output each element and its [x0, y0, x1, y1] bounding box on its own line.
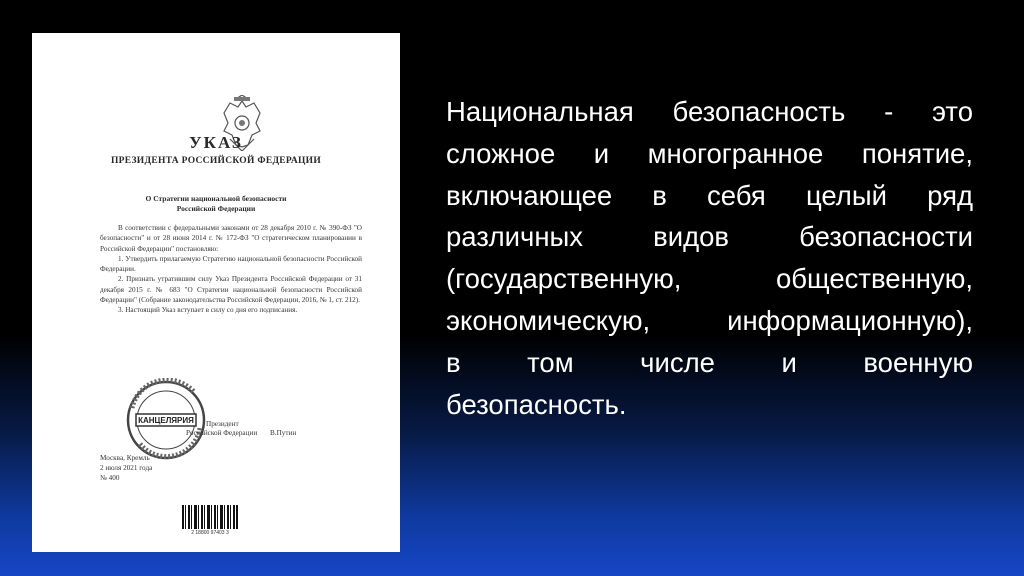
main-text-line: экономическую, информационную), — [446, 304, 973, 336]
main-text-line: Национальная безопасность - это — [446, 96, 973, 127]
main-text-line: включающее в себя целый ряд — [446, 179, 973, 211]
decree-paragraph: 1. Утвердить прилагаемую Стратегию национальной безопасности Российской Федерации. — [100, 254, 362, 274]
barcode-number: 2 18800 97403 3 — [191, 530, 229, 536]
decree-place-date — [100, 453, 152, 483]
decree-paragraph: В соответствии с федеральными законами от 28 декабря 2010 г. № 390-ФЗ "О безопасности" и от 28 июня 2014 г. № 172-ФЗ "О стратегическом планировании в Российской Федерации" постановляю: — [100, 224, 362, 253]
decree-body — [100, 223, 362, 316]
decree-heading — [32, 194, 400, 214]
signature-role — [100, 420, 257, 438]
signature-name: В.Путин — [270, 429, 297, 437]
main-text-line: сложное и многогранное понятие, — [446, 137, 973, 169]
decree-subtitle: ПРЕЗИДЕНТА РОССИЙСКОЙ ФЕДЕРАЦИИ — [110, 156, 322, 166]
main-text-line: (государственную, общественную, — [446, 263, 973, 295]
signature-role-line: Российской Федерации — [186, 429, 258, 437]
main-text-line: в том числе и военную — [446, 346, 973, 378]
decree-document-image — [32, 33, 400, 552]
decree-title: УКАЗ — [189, 133, 243, 152]
decree-paragraph: 3. Настоящий Указ вступает в силу со дня его подписания. — [118, 306, 298, 315]
decree-heading-line: Российской Федерации — [176, 204, 256, 213]
decree-place: Москва, Кремль — [100, 454, 150, 462]
stamp-text: КАНЦЕЛЯРИЯ — [138, 416, 194, 425]
main-text-line: безопасность. — [446, 388, 627, 420]
barcode-icon — [182, 505, 238, 529]
main-text-line: различных видов безопасности — [446, 221, 973, 253]
decree-number: № 400 — [100, 474, 120, 482]
decree-paragraph: 2. Признать утратившим силу Указ Президента Российской Федерации от 31 декабря 2015 г. № 683 "О Стратегии национальной безопасности Российской Федерации" (Собрание законодательства Российской Федерации, 2016, № 1, ст. 212). — [100, 275, 362, 305]
decree-heading-line: О Стратегии национальной безопасности — [145, 194, 287, 203]
signature-role-line: Президент — [206, 420, 239, 428]
main-text-block — [446, 91, 973, 425]
decree-date: 2 июля 2021 года — [100, 464, 153, 472]
